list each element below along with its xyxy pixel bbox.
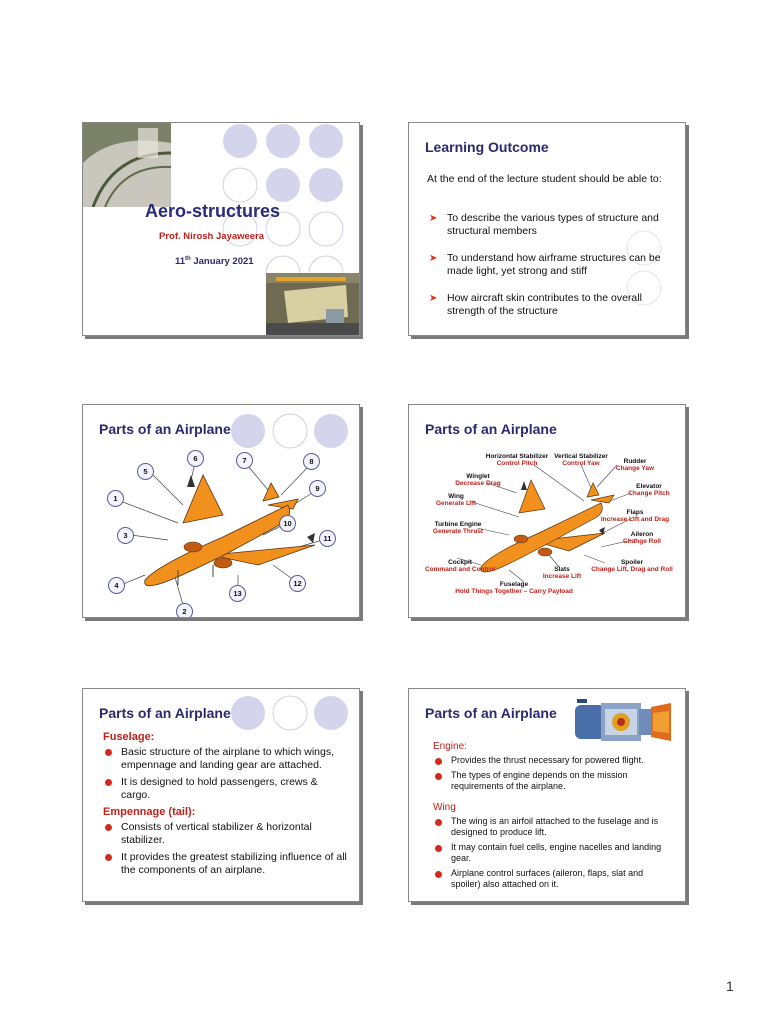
bullet-dot-icon — [105, 779, 112, 786]
learning-bullet-text: How aircraft skin contributes to the overall strength of the structure — [447, 292, 642, 317]
bullet-dot-icon — [435, 758, 442, 765]
date-rest: January 2021 — [193, 256, 254, 268]
fuselage-section — [103, 731, 348, 881]
label-elevator — [621, 483, 677, 497]
bullet-dot-icon — [435, 845, 442, 852]
label-name: Flaps — [626, 509, 644, 516]
label-role: Change Pitch — [628, 490, 670, 497]
part-number: 2 — [176, 603, 193, 618]
label-name: Aileron — [630, 531, 654, 538]
learning-bullet-text: To understand how airframe structures can be made light, yet strong and stiff — [447, 252, 661, 277]
label-role: Control Yaw — [562, 460, 600, 467]
label-name: Wing — [448, 493, 464, 500]
label-name: Slats — [554, 566, 570, 573]
arrow-bullet-icon: ➤ — [429, 253, 438, 264]
label-fuselage — [449, 581, 579, 595]
label-horizontal-stabilizer — [481, 453, 553, 467]
part-number: 5 — [137, 463, 154, 480]
learning-bullets — [429, 212, 674, 326]
label-name: Turbine Engine — [434, 521, 482, 528]
label-name: Vertical Stabilizer — [554, 453, 608, 460]
fuselage-bullet-1 — [103, 746, 348, 772]
label-spoiler — [587, 559, 677, 573]
engine-section — [433, 741, 673, 894]
label-name: Cockpit — [448, 559, 472, 566]
bullet-dot-icon — [105, 749, 112, 756]
slide-5-fuselage-empennage — [82, 688, 360, 902]
slide-6-engine-wing — [408, 688, 686, 902]
wing-bullet-text: The wing is an airfoil attached to the fuselage and is designed to produce lift. — [451, 816, 659, 837]
wing-bullet-3 — [433, 868, 673, 890]
bullet-dot-icon — [435, 773, 442, 780]
empennage-bullet-text: It provides the greatest stabilizing influence of all the components of an airplane. — [121, 851, 347, 876]
learning-bullet-text: To describe the various types of structure and structural members — [447, 212, 659, 237]
learning-bullet-3 — [429, 292, 674, 318]
part-number: 9 — [309, 480, 326, 497]
slide-4-heading: Parts of an Airplane — [425, 421, 557, 437]
fuselage-bullet-text: It is designed to hold passengers, crews & cargo. — [121, 776, 318, 801]
label-winglet — [453, 473, 503, 487]
author-name: Prof. Nirosh Jayaweera — [159, 231, 265, 242]
label-role: Generate Thrust — [432, 528, 484, 535]
arrow-bullet-icon: ➤ — [429, 213, 438, 224]
label-flaps — [595, 509, 675, 523]
bullet-dot-icon — [435, 871, 442, 878]
label-name: Fuselage — [499, 581, 529, 588]
label-name: Winglet — [466, 473, 490, 480]
slide-3-heading: Parts of an Airplane — [99, 421, 231, 437]
part-number: 13 — [229, 585, 246, 602]
learning-intro: At the end of the lecture student should be able to: — [427, 173, 662, 185]
label-role: Change Roll — [623, 538, 661, 545]
label-aileron — [617, 531, 667, 545]
label-turbine-engine — [429, 521, 487, 535]
label-vertical-stabilizer — [549, 453, 613, 467]
label-slats — [537, 566, 587, 580]
bullet-dot-icon — [105, 824, 112, 831]
label-role: Increase Lift — [542, 573, 582, 580]
part-number: 3 — [117, 527, 134, 544]
hangar-photo-top — [83, 123, 171, 207]
label-name: Elevator — [636, 483, 662, 490]
empennage-bullet-2 — [103, 851, 348, 877]
bullet-dot-icon — [105, 854, 112, 861]
part-number: 1 — [107, 490, 124, 507]
engine-bullet-text: Provides the thrust necessary for powered flight. — [451, 755, 644, 765]
slide-1-title — [82, 122, 360, 336]
engine-bullet-1 — [433, 755, 673, 766]
label-wing — [431, 493, 481, 507]
engine-heading: Engine: — [433, 741, 467, 752]
slide-2-heading: Learning Outcome — [425, 139, 549, 155]
wing-bullet-text: It may contain fuel cells, engine nacelles and landing gear. — [451, 842, 662, 863]
part-number: 11 — [319, 530, 336, 547]
part-number: 12 — [289, 575, 306, 592]
label-role: Change Yaw — [615, 465, 655, 472]
date-day: 11 — [175, 256, 186, 268]
fuselage-bullet-2 — [103, 776, 348, 802]
part-number: 4 — [108, 577, 125, 594]
label-role: Control Pitch — [496, 460, 538, 467]
slide-3-parts-numbered — [82, 404, 360, 618]
empennage-heading: Empennage (tail): — [103, 806, 196, 818]
learning-bullet-1 — [429, 212, 674, 238]
label-role: Decrease Drag — [455, 480, 501, 487]
wing-heading: Wing — [433, 802, 456, 813]
wing-bullet-2 — [433, 842, 673, 864]
hangar-photo-bottom — [266, 273, 359, 335]
part-number: 7 — [236, 452, 253, 469]
label-name: Spoiler — [620, 559, 644, 566]
part-number: 8 — [303, 453, 320, 470]
lecture-date — [175, 256, 254, 267]
label-name: Rudder — [623, 458, 647, 465]
wing-bullet-1 — [433, 816, 673, 838]
slide-2-learning-outcome — [408, 122, 686, 336]
slide-5-heading: Parts of an Airplane — [99, 705, 231, 721]
engine-bullet-2 — [433, 770, 673, 792]
slide-4-parts-labeled — [408, 404, 686, 618]
empennage-bullet-text: Consists of vertical stabilizer & horizontal stabilizer. — [121, 821, 312, 846]
engine-bullet-text: The types of engine depends on the mission requirements of the airplane. — [451, 770, 628, 791]
label-role: Change Lift, Drag and Roll — [591, 566, 673, 573]
fuselage-heading: Fuselage: — [103, 731, 155, 743]
label-cockpit — [421, 559, 499, 573]
learning-bullet-2 — [429, 252, 674, 278]
label-name: Horizontal Stabilizer — [485, 453, 549, 460]
fuselage-bullet-text: Basic structure of the airplane to which wings, empennage and landing gear are attached. — [121, 746, 335, 771]
turbofan-engine-image — [573, 695, 673, 747]
page-number: 1 — [726, 978, 734, 994]
empennage-bullet-1 — [103, 821, 348, 847]
label-role: Generate Lift — [435, 500, 477, 507]
bullet-dot-icon — [435, 819, 442, 826]
label-role: Hold Things Together – Carry Payload — [455, 588, 573, 595]
slide-1-heading: Aero-structures — [145, 201, 281, 221]
label-role: Increase Lift and Drag — [600, 516, 670, 523]
label-role: Command and Control — [424, 566, 496, 573]
date-suffix: th — [185, 256, 191, 262]
arrow-bullet-icon: ➤ — [429, 293, 438, 304]
label-rudder — [607, 458, 663, 472]
part-number: 10 — [279, 515, 296, 532]
part-number: 6 — [187, 450, 204, 467]
slide-6-heading: Parts of an Airplane — [425, 705, 557, 721]
wing-bullet-text: Airplane control surfaces (aileron, flaps, slat and spoiler) also attached on it. — [451, 868, 644, 889]
